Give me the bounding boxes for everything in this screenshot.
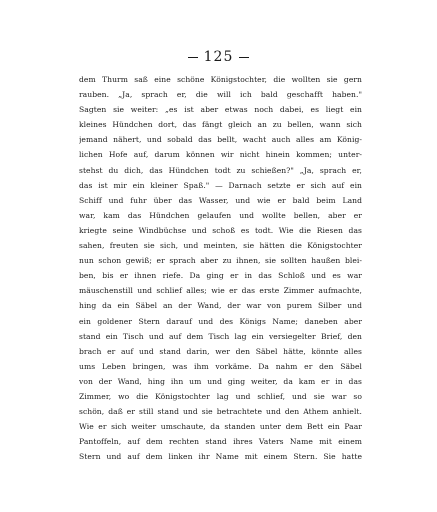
text-line: schön, daß er still stand und sie betrachtete und den Athem anhielt. [79, 407, 362, 417]
text-line: von der Wand, hing ihn um und ging weiter, da kam er in das [79, 376, 362, 386]
text-line: das ist mir ein kleiner Spaß." — Darnach setzte er sich auf ein [79, 180, 362, 190]
text-line: rauben. „Ja, sprach er, die will ich bald geschafft haben." [79, 90, 362, 100]
text-line: brach er auf und stand darin, wer den Säbel hätte, könnte alles [79, 346, 362, 356]
text-line: kleines Hündchen dort, das fängt gleich an zu bellen, wann sich [79, 120, 362, 130]
text-line: hing da ein Säbel an der Wand, der war von purem Silber und [79, 301, 362, 311]
page-number: 125 [0, 49, 437, 65]
text-line: ben, bis er ihnen riefe. Da ging er in das Schloß und es war [79, 271, 362, 281]
text-line: war, kam das Hündchen gelaufen und wollte bellen, aber er [79, 210, 362, 220]
text-line: dem Thurm saß eine schöne Königstochter, die wollten sie gern [79, 75, 362, 84]
text-line: Stern und auf dem linken ihr Name mit einem Stern. Sie hatte [79, 452, 362, 462]
text-line: lichen Hofe auf, darum können wir nicht hinein kommen; unter- [79, 150, 362, 160]
text-line: mäuschenstill und schlief alles; wie er das erste Zimmer aufmachte, [79, 286, 362, 296]
text-line: stehst du dich, das Hündchen todt zu schießen?" „Ja, sprach er, [79, 165, 362, 175]
text-line: Schiff und fuhr über das Wasser, und wie er bald beim Land [79, 195, 362, 205]
body-text [79, 72, 362, 464]
text-line: Sagten sie weiter: „es ist aber etwas noch dabei, es liegt ein [79, 105, 362, 115]
text-line: kriegte seine Windbüchse und schoß es todt. Wie die Riesen das [79, 225, 362, 235]
text-line: Wie er sich weiter umschaute, da standen unter dem Bett ein Paar [79, 422, 362, 432]
text-line: sahen, freuten sie sich, und meinten, sie hätten die Königstochter [79, 241, 362, 251]
text-line: ein goldener Stern darauf und des Königs Name; daneben aber [79, 316, 362, 326]
text-line: ums Leben bringen, was ihm vorkäme. Da nahm er den Säbel [79, 361, 362, 371]
text-line: jemand nähert, und sobald das bellt, wacht auch alles am König- [79, 135, 362, 145]
text-line: stand ein Tisch und auf dem Tisch lag ein versiegelter Brief, den [79, 331, 362, 341]
text-line: Zimmer, wo die Königstochter lag und schlief, und sie war so [79, 391, 362, 401]
text-line: nun schon gewiß; er sprach aber zu ihnen, sie sollten haußen blei- [79, 256, 362, 266]
text-line: Pantoffeln, auf dem rechten stand ihres Vaters Name mit einem [79, 437, 362, 447]
